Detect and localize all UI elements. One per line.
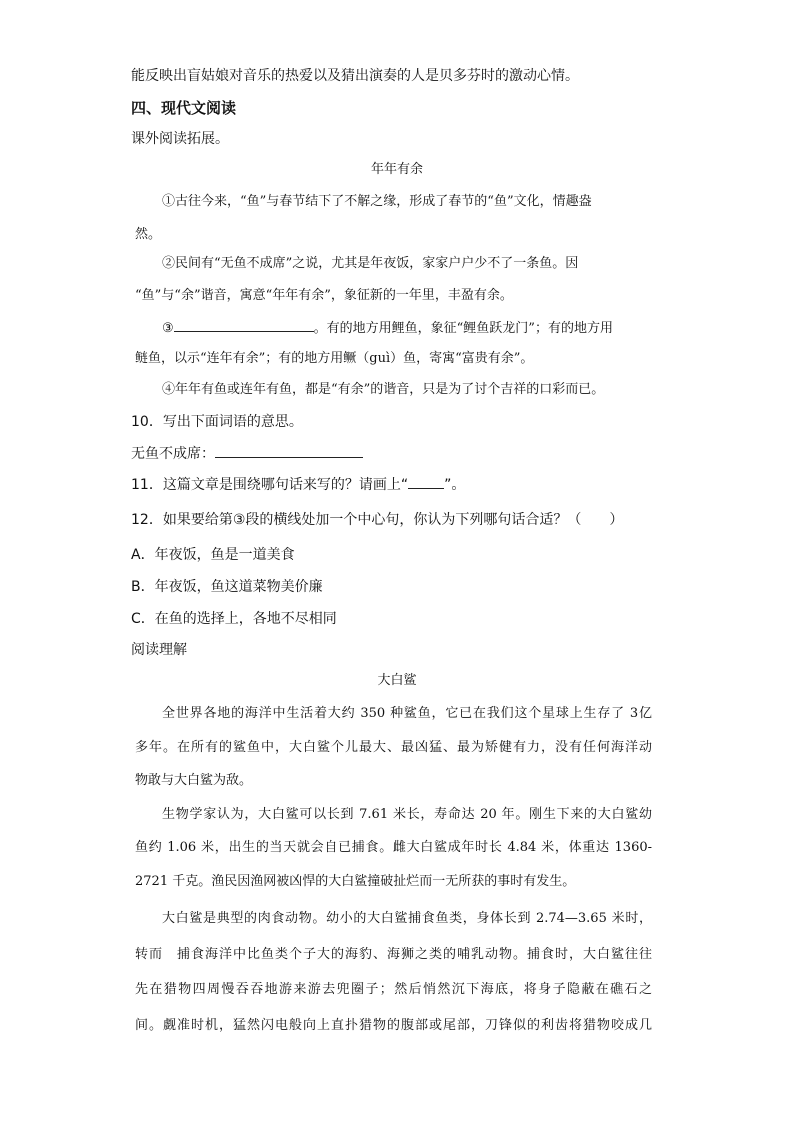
option-b[interactable]: B．年夜饭，鱼这道菜物美价廉 bbox=[131, 579, 323, 595]
passage2-line: 全世界各地的海洋中生活着大约 350 种鲨鱼，它已在我们这个星球上生存了 3亿 bbox=[162, 706, 652, 721]
option-a[interactable]: A．年夜饭，鱼是一道美食 bbox=[131, 547, 295, 563]
term-label: 无鱼不成席： bbox=[131, 446, 215, 462]
passage2-line: 转而 捕食海洋中比鱼类个子大的海豹、海狮之类的哺乳动物。捕食时，大白鲨往往 bbox=[135, 947, 652, 962]
reading-label: 阅读理解 bbox=[131, 642, 187, 658]
q11-blank[interactable] bbox=[408, 474, 444, 489]
passage2-line: 间。觑准时机，猛然闪电般向上直扑猎物的腹部或尾部，刀锋似的利齿将猎物咬成几 bbox=[135, 1018, 652, 1033]
passage1-p1-line1: ①古往今来，“鱼”与春节结下了不解之缘，形成了春节的“鱼”文化，情趣盎 bbox=[162, 194, 592, 209]
passage2-line: 鱼约 1.06 米，出生的当天就会自已捕食。雌大白鲨成年时长 4.84 米，体重达 1360- bbox=[135, 840, 652, 855]
passage1-p1-line2: 然。 bbox=[135, 227, 162, 242]
question-12: 12．如果要给第③段的横线处加一个中心句，你认为下列哪句话合适？（ ） bbox=[131, 512, 624, 528]
option-c[interactable]: C．在鱼的选择上，各地不尽相同 bbox=[131, 611, 337, 627]
passage2-line: 大白鲨是典型的肉食动物。幼小的大白鲨捕食鱼类，身体长到 2.74—3.65 米时， bbox=[162, 911, 652, 926]
question-11 bbox=[131, 474, 465, 495]
passage2-line: 多年。在所有的鲨鱼中，大白鲨个儿最大、最凶猛、最为矫健有力，没有任何海洋动 bbox=[135, 740, 652, 755]
section-heading: 四、现代文阅读 bbox=[131, 99, 237, 117]
passage1-p2-line2: “鱼”与“余”谐音，寓意“年年有余”，象征新的一年里，丰盈有余。 bbox=[135, 288, 513, 303]
passage2-line: 2721 千克。渔民因渔网被凶悍的大白鲨撞破扯烂而一无所获的事时有发生。 bbox=[135, 874, 576, 889]
question-10-answer bbox=[131, 443, 363, 464]
q11-text: 11．这篇文章是围绕哪句话来写的？请画上“ bbox=[131, 477, 409, 493]
p3-rest: 。有的地方用鲤鱼，象征“鲤鱼跃龙门”；有的地方用 bbox=[313, 321, 613, 336]
section-subheading: 课外阅读拓展。 bbox=[131, 131, 229, 147]
passage1-p2-line1: ②民间有“无鱼不成席”之说，尤其是年夜饭，家家户户少不了一条鱼。因 bbox=[162, 256, 579, 271]
passage2-line: 生物学家认为，大白鲨可以长到 7.61 米长，寿命达 20 年。刚生下来的大白鲨幼 bbox=[162, 807, 652, 822]
passage2-line: 物敢与大白鲨为敌。 bbox=[135, 773, 253, 788]
answer-blank[interactable] bbox=[215, 443, 363, 458]
passage1-p3-line1 bbox=[162, 317, 613, 339]
question-10: 10．写出下面词语的意思。 bbox=[131, 414, 303, 430]
passage2-title: 大白鲨 bbox=[377, 673, 417, 688]
p3-blank[interactable] bbox=[174, 317, 314, 332]
passage1-title: 年年有余 bbox=[370, 162, 423, 177]
passage1-p3-line2: 鲢鱼，以示“连年有余”；有的地方用鳜（guì）鱼，寄寓“富贵有余”。 bbox=[135, 351, 534, 366]
passage1-p4: ④年年有鱼或连年有鱼，都是“有余”的谐音，只是为了讨个吉祥的口彩而已。 bbox=[162, 382, 605, 397]
intro-tail-text: 能反映出盲姑娘对音乐的热爱以及猜出演奏的人是贝多芬时的激动心情。 bbox=[131, 68, 579, 84]
q11-end: ”。 bbox=[444, 477, 466, 493]
p3-number: ③ bbox=[162, 321, 174, 336]
passage2-line: 先在猎物四周慢吞吞地游来游去兜圈子；然后悄然沉下海底，将身子隐蔽在礁石之 bbox=[135, 982, 652, 997]
